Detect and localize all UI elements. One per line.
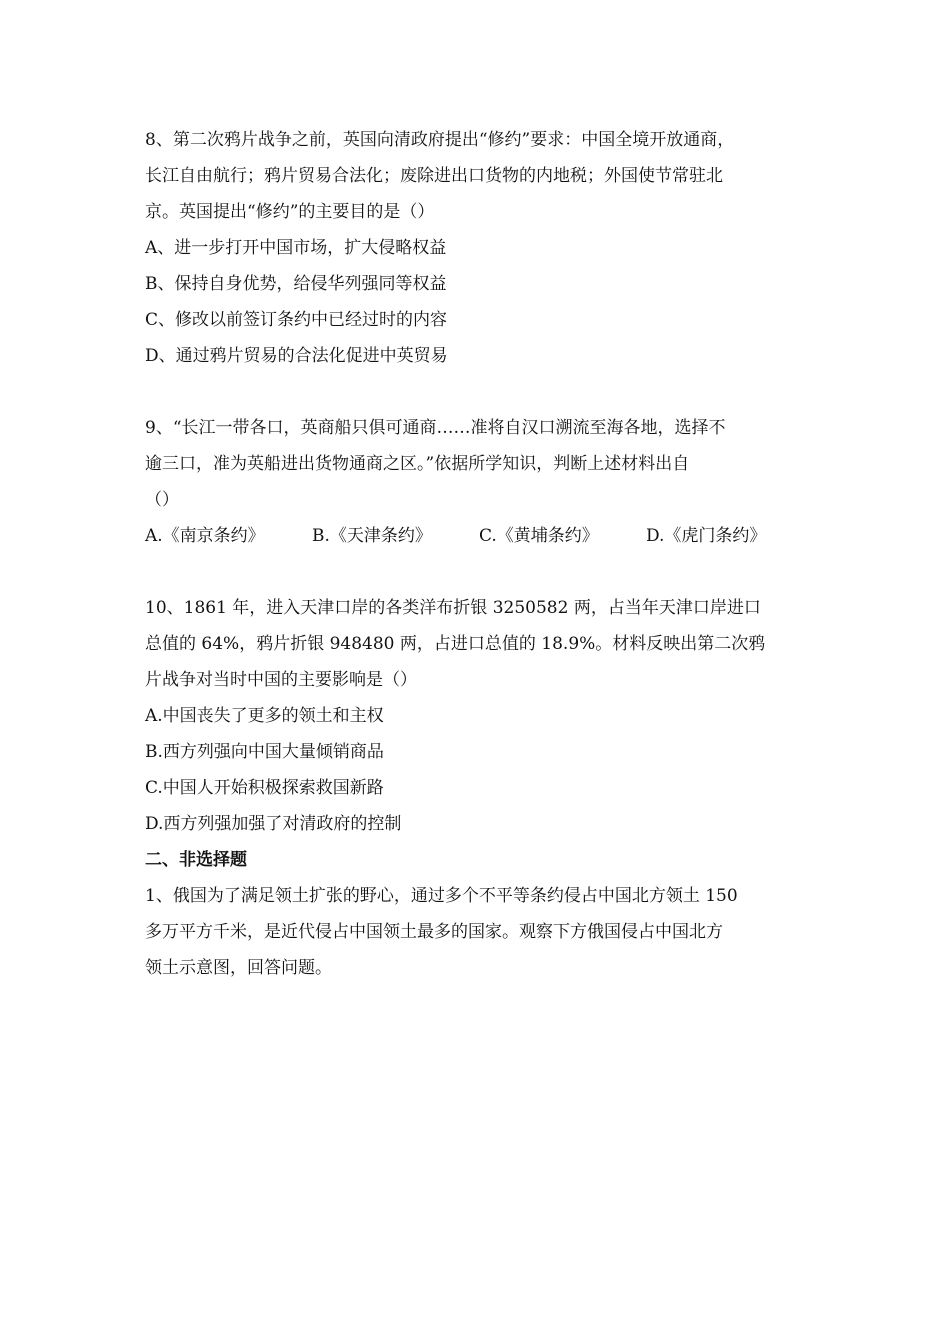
question-9-option-b: B.《天津条约》 — [312, 526, 432, 546]
question-9-option-c: C.《黄埔条约》 — [479, 526, 599, 546]
question-9-option-d: D.《虎门条约》 — [646, 526, 767, 546]
question-9-stem-line: 9、“长江一带各口，英商船只俱可通商……准将自汉口溯流至海各地，选择不 — [145, 418, 726, 438]
section-question-1-line: 领土示意图，回答问题。 — [145, 958, 332, 978]
question-10-option-b: B.西方列强向中国大量倾销商品 — [145, 742, 384, 762]
document-content — [145, 122, 815, 986]
section-question-1-line: 多万平方千米，是近代侵占中国领土最多的国家。观察下方俄国侵占中国北方 — [145, 922, 723, 942]
question-9-option-a: A.《南京条约》 — [145, 526, 265, 546]
question-8 — [145, 122, 815, 374]
question-8-stem-line: 京。英国提出“修约”的主要目的是（） — [145, 202, 435, 222]
question-9-stem-line: （） — [145, 490, 179, 510]
section-non-choice — [145, 842, 815, 986]
question-8-option-c: C、修改以前签订条约中已经过时的内容 — [145, 310, 448, 330]
question-8-option-d: D、通过鸦片贸易的合法化促进中英贸易 — [145, 346, 448, 366]
question-10-option-d: D.西方列强加强了对清政府的控制 — [145, 814, 402, 834]
question-10 — [145, 590, 815, 842]
section-question-1-line: 1、俄国为了满足领土扩张的野心，通过多个不平等条约侵占中国北方领土 150 — [145, 886, 738, 906]
question-10-option-a: A.中国丧失了更多的领土和主权 — [145, 706, 384, 726]
question-10-stem-line: 片战争对当时中国的主要影响是（） — [145, 670, 417, 690]
question-10-stem-line: 10、1861 年，进入天津口岸的各类洋布折银 3250582 两，占当年天津口岸进口 — [145, 598, 761, 618]
question-8-stem-line: 8、第二次鸦片战争之前，英国向清政府提出“修约”要求：中国全境开放通商， — [145, 130, 735, 150]
question-9 — [145, 410, 815, 554]
question-9-options — [145, 518, 815, 554]
question-9-stem-line: 逾三口，准为英船进出货物通商之区。”依据所学知识，判断上述材料出自 — [145, 454, 690, 474]
question-10-stem-line: 总值的 64%，鸦片折银 948480 两，占进口总值的 18.9%。材料反映出第二次鸦 — [145, 634, 766, 654]
question-8-option-b: B、保持自身优势，给侵华列强同等权益 — [145, 274, 447, 294]
question-10-option-c: C.中国人开始积极探索救国新路 — [145, 778, 384, 798]
question-8-stem-line: 长江自由航行；鸦片贸易合法化；废除进出口货物的内地税；外国使节常驻北 — [145, 166, 723, 186]
question-8-option-a: A、进一步打开中国市场，扩大侵略权益 — [145, 238, 447, 258]
section-heading: 二、非选择题 — [145, 850, 247, 870]
